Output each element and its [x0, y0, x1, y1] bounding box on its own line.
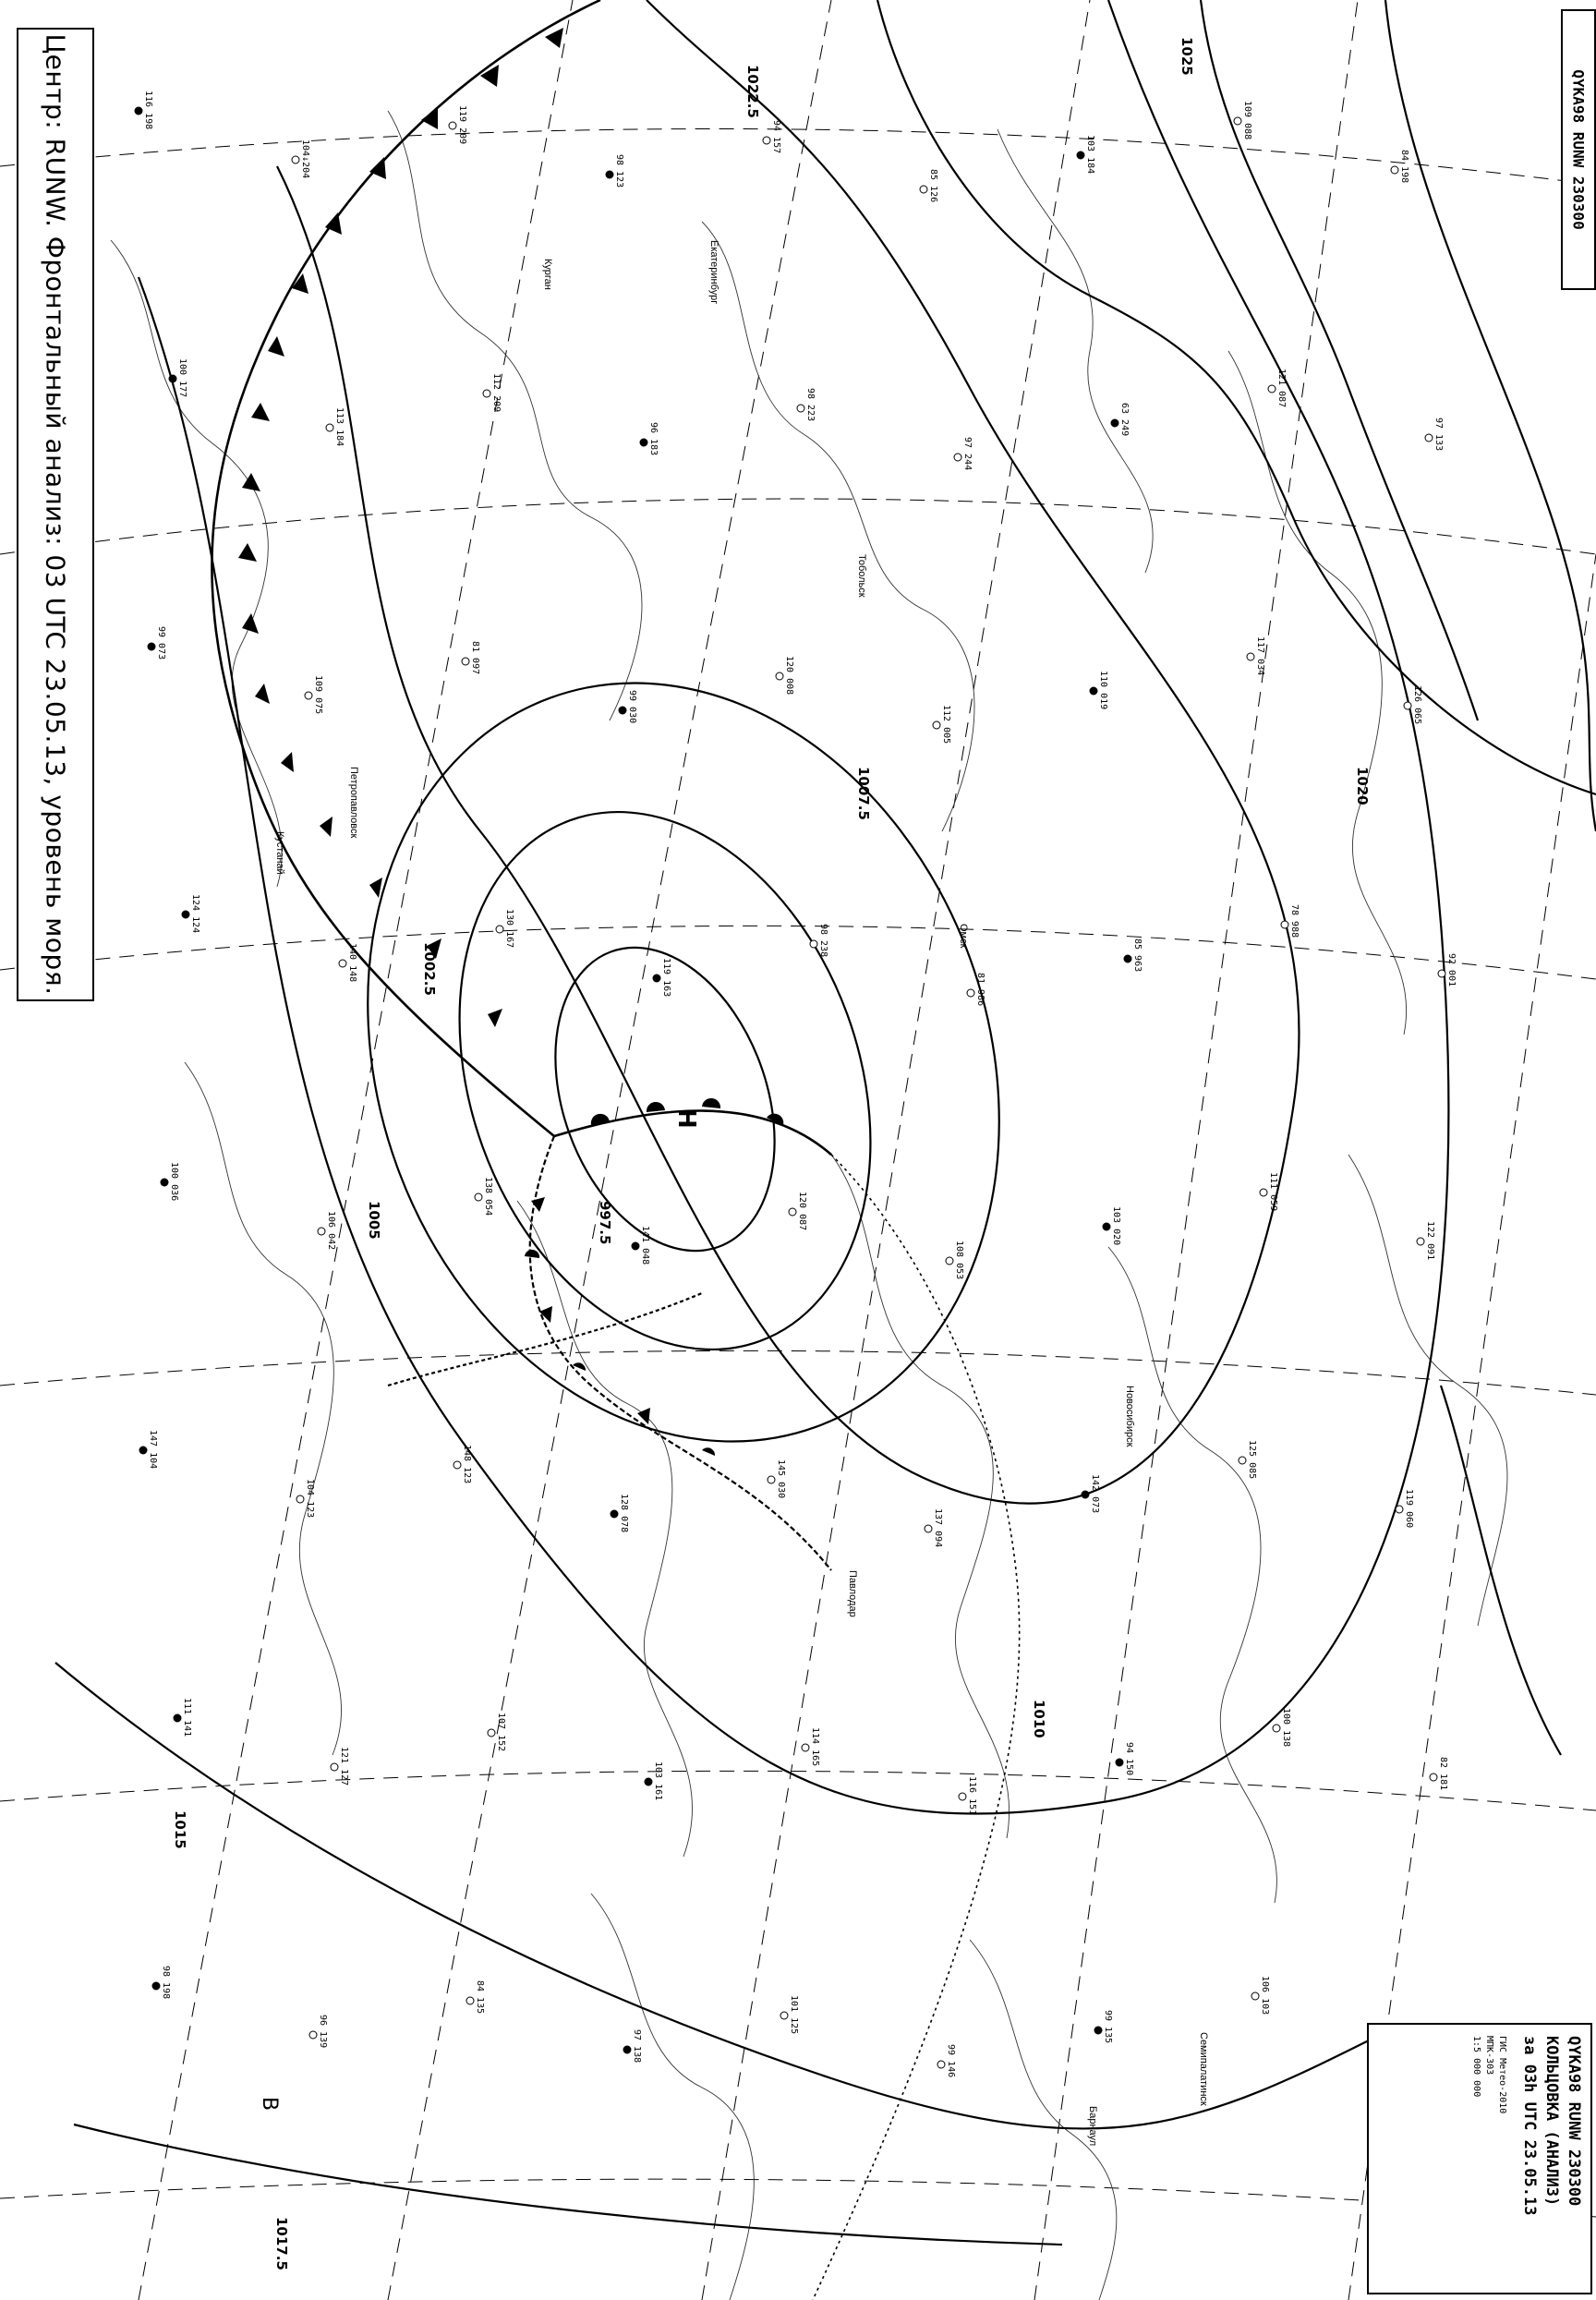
station-reading: 128 078 [619, 1494, 629, 1533]
station-reading: 99 146 [946, 2044, 956, 2078]
isobar-label: 1010 [1031, 1700, 1047, 1738]
station-plot [611, 1494, 629, 1532]
station-circle [292, 156, 299, 163]
station-circle [139, 1447, 147, 1454]
station-plot [296, 1479, 315, 1518]
station-reading: 117 034 [1255, 636, 1265, 676]
map-code-box [1561, 9, 1596, 290]
station-circle [959, 1793, 966, 1800]
station-circle [318, 1228, 325, 1235]
station-reading: 98 223 [805, 388, 816, 422]
station-circle [776, 672, 783, 680]
station-plot [1124, 938, 1143, 972]
station-plot [933, 705, 951, 744]
station-plot [954, 437, 973, 470]
station-plot [1430, 1757, 1448, 1790]
station-plot [623, 2029, 642, 2063]
station-circle [946, 1257, 953, 1265]
station-circle [1234, 117, 1241, 125]
stamp-time: за 03h UTC 23.05.13 [1520, 2036, 1539, 2216]
station-plot [135, 91, 153, 129]
station-circle [326, 424, 333, 431]
isobar-label: 1005 [366, 1201, 382, 1240]
city-label: Екатеринбург [708, 240, 719, 305]
station-circle [810, 940, 817, 948]
station-reading: 100 036 [169, 1162, 179, 1202]
isobar-label: 1007.5 [855, 767, 872, 820]
station-circle [1404, 702, 1411, 709]
isobar-label: 1015 [172, 1810, 188, 1849]
station-circle [1082, 1491, 1089, 1498]
station-plot [182, 894, 200, 933]
station-reading: 81 097 [470, 641, 480, 675]
station-plot [1417, 1221, 1435, 1260]
station-plot [309, 2015, 328, 2048]
station-reading: 100 138 [1281, 1708, 1291, 1748]
station-plot [937, 2044, 956, 2077]
station-reading: 103 020 [1111, 1206, 1121, 1246]
station-reading: 141 048 [640, 1226, 650, 1265]
station-circle [797, 405, 804, 412]
station-plot [797, 388, 816, 421]
chart-stamp [1367, 2023, 1592, 2294]
station-circle [933, 721, 940, 729]
isobar-label: 1017.5 [273, 2217, 290, 2270]
station-reading: 112 209 [491, 373, 502, 413]
map-code: QYKA98 RUNW 230300 [1569, 69, 1588, 230]
station-circle [1239, 1457, 1246, 1464]
station-circle [475, 1193, 482, 1201]
isobar-label: 1022.5 [744, 65, 761, 118]
fronts [212, 0, 1019, 2300]
station-reading: 106 042 [326, 1211, 336, 1251]
station-circle [174, 1714, 181, 1722]
station-plot [152, 1966, 171, 1999]
station-reading: 121 127 [339, 1747, 349, 1786]
station-plot [653, 958, 671, 997]
city-label: Курган [542, 259, 553, 290]
station-plot [1111, 403, 1130, 436]
city-label: Семипалатинск [1198, 2032, 1209, 2106]
station-plot [339, 943, 357, 982]
station-reading: 84 198 [1399, 150, 1409, 184]
station-reading: 111 141 [182, 1698, 192, 1737]
station-reading: 106 103 [1260, 1976, 1270, 2016]
low-pressure-center: Н [672, 1108, 700, 1129]
station-reading: 78 988 [1289, 904, 1300, 938]
isobar-label: 1002.5 [421, 942, 438, 996]
station-circle [305, 692, 312, 699]
station-circle [1396, 1506, 1403, 1513]
station-reading: 98 198 [161, 1966, 171, 2000]
station-reading: 99 135 [1103, 2010, 1113, 2044]
station-reading: 138 054 [483, 1177, 493, 1217]
city-label: Барнаул [1087, 2106, 1098, 2147]
station-plot [967, 973, 985, 1006]
station-plot [453, 1445, 472, 1483]
isobar-labels [172, 37, 1371, 2270]
station-plot [1103, 1206, 1121, 1245]
station-reading: 114 165 [810, 1727, 820, 1767]
city-label: Новосибирск [1124, 1386, 1135, 1447]
station-reading: 120 008 [784, 656, 794, 696]
station-plot [606, 154, 624, 188]
city-label: Омск [958, 924, 969, 949]
station-circle [1247, 653, 1254, 660]
station-plot [292, 139, 310, 178]
station-circle [780, 2012, 788, 2019]
station-circle [331, 1763, 338, 1771]
stamp-station: КОЛЬЦОВКА (АНАЛИЗ) [1542, 2036, 1561, 2207]
station-reading: 119 163 [661, 958, 671, 998]
station-reading: 111 059 [1268, 1172, 1278, 1212]
station-reading: 99 030 [627, 690, 637, 724]
station-plot [959, 1776, 977, 1815]
station-circle [1260, 1189, 1267, 1196]
station-circle [1273, 1725, 1280, 1732]
station-reading: 98 238 [818, 924, 828, 958]
station-plot [305, 675, 323, 714]
station-reading: 104↓204 [300, 139, 310, 179]
station-plot [802, 1727, 820, 1766]
station-circle [453, 1461, 461, 1469]
station-circle [937, 2061, 945, 2068]
station-circle [1425, 434, 1433, 442]
station-circle [789, 1208, 796, 1216]
station-plot [776, 656, 794, 695]
station-plots [135, 91, 1457, 2077]
station-circle [623, 2046, 631, 2053]
map-title-box [17, 28, 94, 1001]
station-plot [148, 626, 166, 660]
station-plot [763, 120, 781, 153]
station-plot [768, 1459, 786, 1498]
station-plot [1116, 1742, 1134, 1775]
station-reading: 97 133 [1433, 418, 1444, 452]
station-circle [1094, 2027, 1102, 2034]
station-plot [1273, 1708, 1291, 1747]
city-label: Тобольск [856, 554, 867, 598]
station-reading: 119 060 [1404, 1489, 1414, 1529]
station-plot [640, 422, 659, 455]
station-plot [449, 105, 467, 144]
station-reading: 126 065 [1412, 685, 1422, 725]
stamp-code: QYKA98 RUNW 230300 [1565, 2036, 1583, 2207]
station-circle [1116, 1759, 1123, 1766]
station-plot [496, 909, 514, 948]
station-circle [449, 122, 456, 129]
station-reading: 137 094 [933, 1508, 943, 1548]
station-plot [645, 1761, 663, 1800]
station-reading: 108 053 [954, 1241, 964, 1280]
station-reading: 112 005 [941, 705, 951, 744]
station-plot [810, 924, 828, 957]
station-plot [1391, 150, 1409, 183]
station-reading: 94 150 [1124, 1742, 1134, 1776]
station-reading: 145 030 [776, 1459, 786, 1499]
station-circle [645, 1778, 652, 1786]
cold-front [212, 0, 600, 1136]
corner-label: В [258, 2097, 281, 2112]
station-circle [135, 107, 142, 115]
station-circle [309, 2031, 317, 2039]
station-plot [1247, 636, 1265, 675]
station-reading: 109 075 [313, 675, 323, 715]
station-circle [182, 911, 189, 918]
occluded-front [530, 1136, 831, 1570]
station-plot [1396, 1489, 1414, 1528]
city-labels [274, 240, 1209, 2146]
station-reading: 94 157 [771, 120, 781, 154]
station-plot [1260, 1172, 1278, 1211]
station-circle [920, 186, 927, 193]
station-plot [1239, 1440, 1257, 1479]
station-circle [611, 1510, 618, 1518]
station-circle [1077, 151, 1084, 159]
station-reading: 116 198 [143, 91, 153, 130]
station-circle [925, 1525, 932, 1532]
station-circle [1111, 419, 1118, 427]
stamp-meta: ГИС Метео-2010 [1497, 2036, 1507, 2114]
rivers-and-borders [111, 111, 1507, 2300]
city-label: Кустанай [274, 831, 285, 875]
station-circle [1281, 921, 1288, 928]
station-reading: 125 085 [1247, 1440, 1257, 1480]
station-plot [483, 373, 502, 412]
station-reading: 100 177 [177, 358, 187, 398]
station-reading: 103 184 [1085, 135, 1095, 175]
station-plot [466, 1980, 485, 2014]
isobar-label: 1020 [1354, 767, 1371, 805]
station-circle [169, 375, 176, 382]
station-circle [152, 1982, 160, 1990]
station-reading: 142 073 [1090, 1474, 1100, 1514]
station-reading: 85 126 [928, 169, 938, 203]
station-reading: 120 087 [797, 1192, 807, 1231]
station-reading: 121 087 [1276, 369, 1287, 408]
isobars [55, 0, 1596, 2245]
station-plot [488, 1713, 506, 1751]
station-plot [1234, 101, 1252, 139]
station-circle [967, 989, 974, 997]
station-circle [1438, 970, 1445, 977]
station-circle [488, 1729, 495, 1737]
station-reading: 124 124 [190, 894, 200, 934]
station-reading: 107 152 [496, 1713, 506, 1752]
trough-line [813, 1155, 1020, 2300]
station-reading: 119 209 [457, 105, 467, 145]
isobar-label: 997.5 [597, 1201, 613, 1245]
station-plot [920, 169, 938, 202]
station-circle [296, 1495, 304, 1503]
station-circle [1417, 1238, 1424, 1245]
station-circle [640, 439, 647, 446]
station-reading: 85 963 [1132, 938, 1143, 973]
station-circle [768, 1476, 775, 1483]
station-reading: 122 091 [1425, 1221, 1435, 1261]
station-plot [1077, 135, 1095, 174]
station-circle [1090, 687, 1097, 695]
station-plot [475, 1177, 493, 1216]
station-reading: 147 104 [148, 1430, 158, 1470]
city-label: Павлодар [847, 1570, 858, 1617]
station-reading: 96 183 [648, 422, 659, 456]
station-reading: 130 167 [504, 909, 514, 949]
station-circle [161, 1179, 168, 1186]
station-plot [780, 1995, 799, 2034]
station-circle [1124, 955, 1131, 962]
station-circle [466, 1997, 474, 2004]
station-circle [1268, 385, 1276, 393]
station-circle [496, 926, 503, 933]
map-title: Центр: RUNW. Фронтальный анализ: 03 UTC 23.05.13, уровень моря. [40, 33, 71, 996]
station-plot [1082, 1474, 1100, 1513]
station-circle [148, 643, 155, 650]
station-reading: 84 135 [475, 1980, 485, 2015]
station-circle [954, 454, 961, 461]
station-reading: 103 161 [653, 1761, 663, 1801]
station-plot [789, 1192, 807, 1230]
station-plot [169, 358, 187, 397]
station-reading: 113 184 [334, 407, 345, 447]
station-plot [925, 1508, 943, 1547]
station-reading: 92 001 [1446, 953, 1457, 987]
station-circle [483, 390, 490, 397]
station-circle [462, 658, 469, 665]
station-circle [1391, 166, 1398, 174]
station-reading: 63 249 [1119, 403, 1130, 437]
stamp-meta: МПК-303 [1484, 2036, 1494, 2076]
station-reading: 99 073 [156, 626, 166, 660]
station-reading: 116 151 [967, 1776, 977, 1816]
station-circle [632, 1242, 639, 1250]
station-reading: 101 125 [789, 1995, 799, 2035]
station-reading: 140 148 [347, 943, 357, 983]
station-circle [763, 137, 770, 144]
station-reading: 109 088 [1242, 101, 1252, 140]
station-plot [318, 1211, 336, 1250]
station-circle [606, 171, 613, 178]
station-plot [1425, 418, 1444, 451]
station-reading: 98 123 [614, 154, 624, 188]
isobar-label: 1025 [1179, 37, 1195, 76]
station-plot [1090, 671, 1108, 709]
stamp-meta: 1:5 000 000 [1471, 2036, 1481, 2098]
station-plot [174, 1698, 192, 1737]
station-plot [161, 1162, 179, 1201]
station-plot [139, 1430, 158, 1469]
station-plot [462, 641, 480, 674]
station-reading: 97 244 [962, 437, 973, 471]
station-reading: 110 019 [1098, 671, 1108, 710]
station-circle [1430, 1773, 1437, 1781]
station-reading: 82 181 [1438, 1757, 1448, 1791]
station-circle [619, 707, 626, 714]
station-plot [946, 1241, 964, 1279]
station-circle [802, 1744, 809, 1751]
station-plot [1251, 1976, 1270, 2015]
station-circle [339, 960, 346, 967]
station-circle [1251, 1992, 1259, 2000]
station-plot [1438, 953, 1457, 987]
station-plot [326, 407, 345, 446]
station-circle [653, 974, 660, 982]
station-plot [632, 1226, 650, 1265]
station-plot [1281, 904, 1300, 938]
station-circle [1103, 1223, 1110, 1230]
station-reading: 104 123 [305, 1479, 315, 1519]
station-reading: 148 123 [462, 1445, 472, 1484]
station-reading: 81 986 [975, 973, 985, 1007]
station-plot [1094, 2010, 1113, 2043]
city-label: Петропавловск [348, 767, 359, 839]
station-reading: 96 139 [318, 2015, 328, 2049]
station-reading: 97 138 [632, 2029, 642, 2064]
station-plot [1268, 369, 1287, 407]
